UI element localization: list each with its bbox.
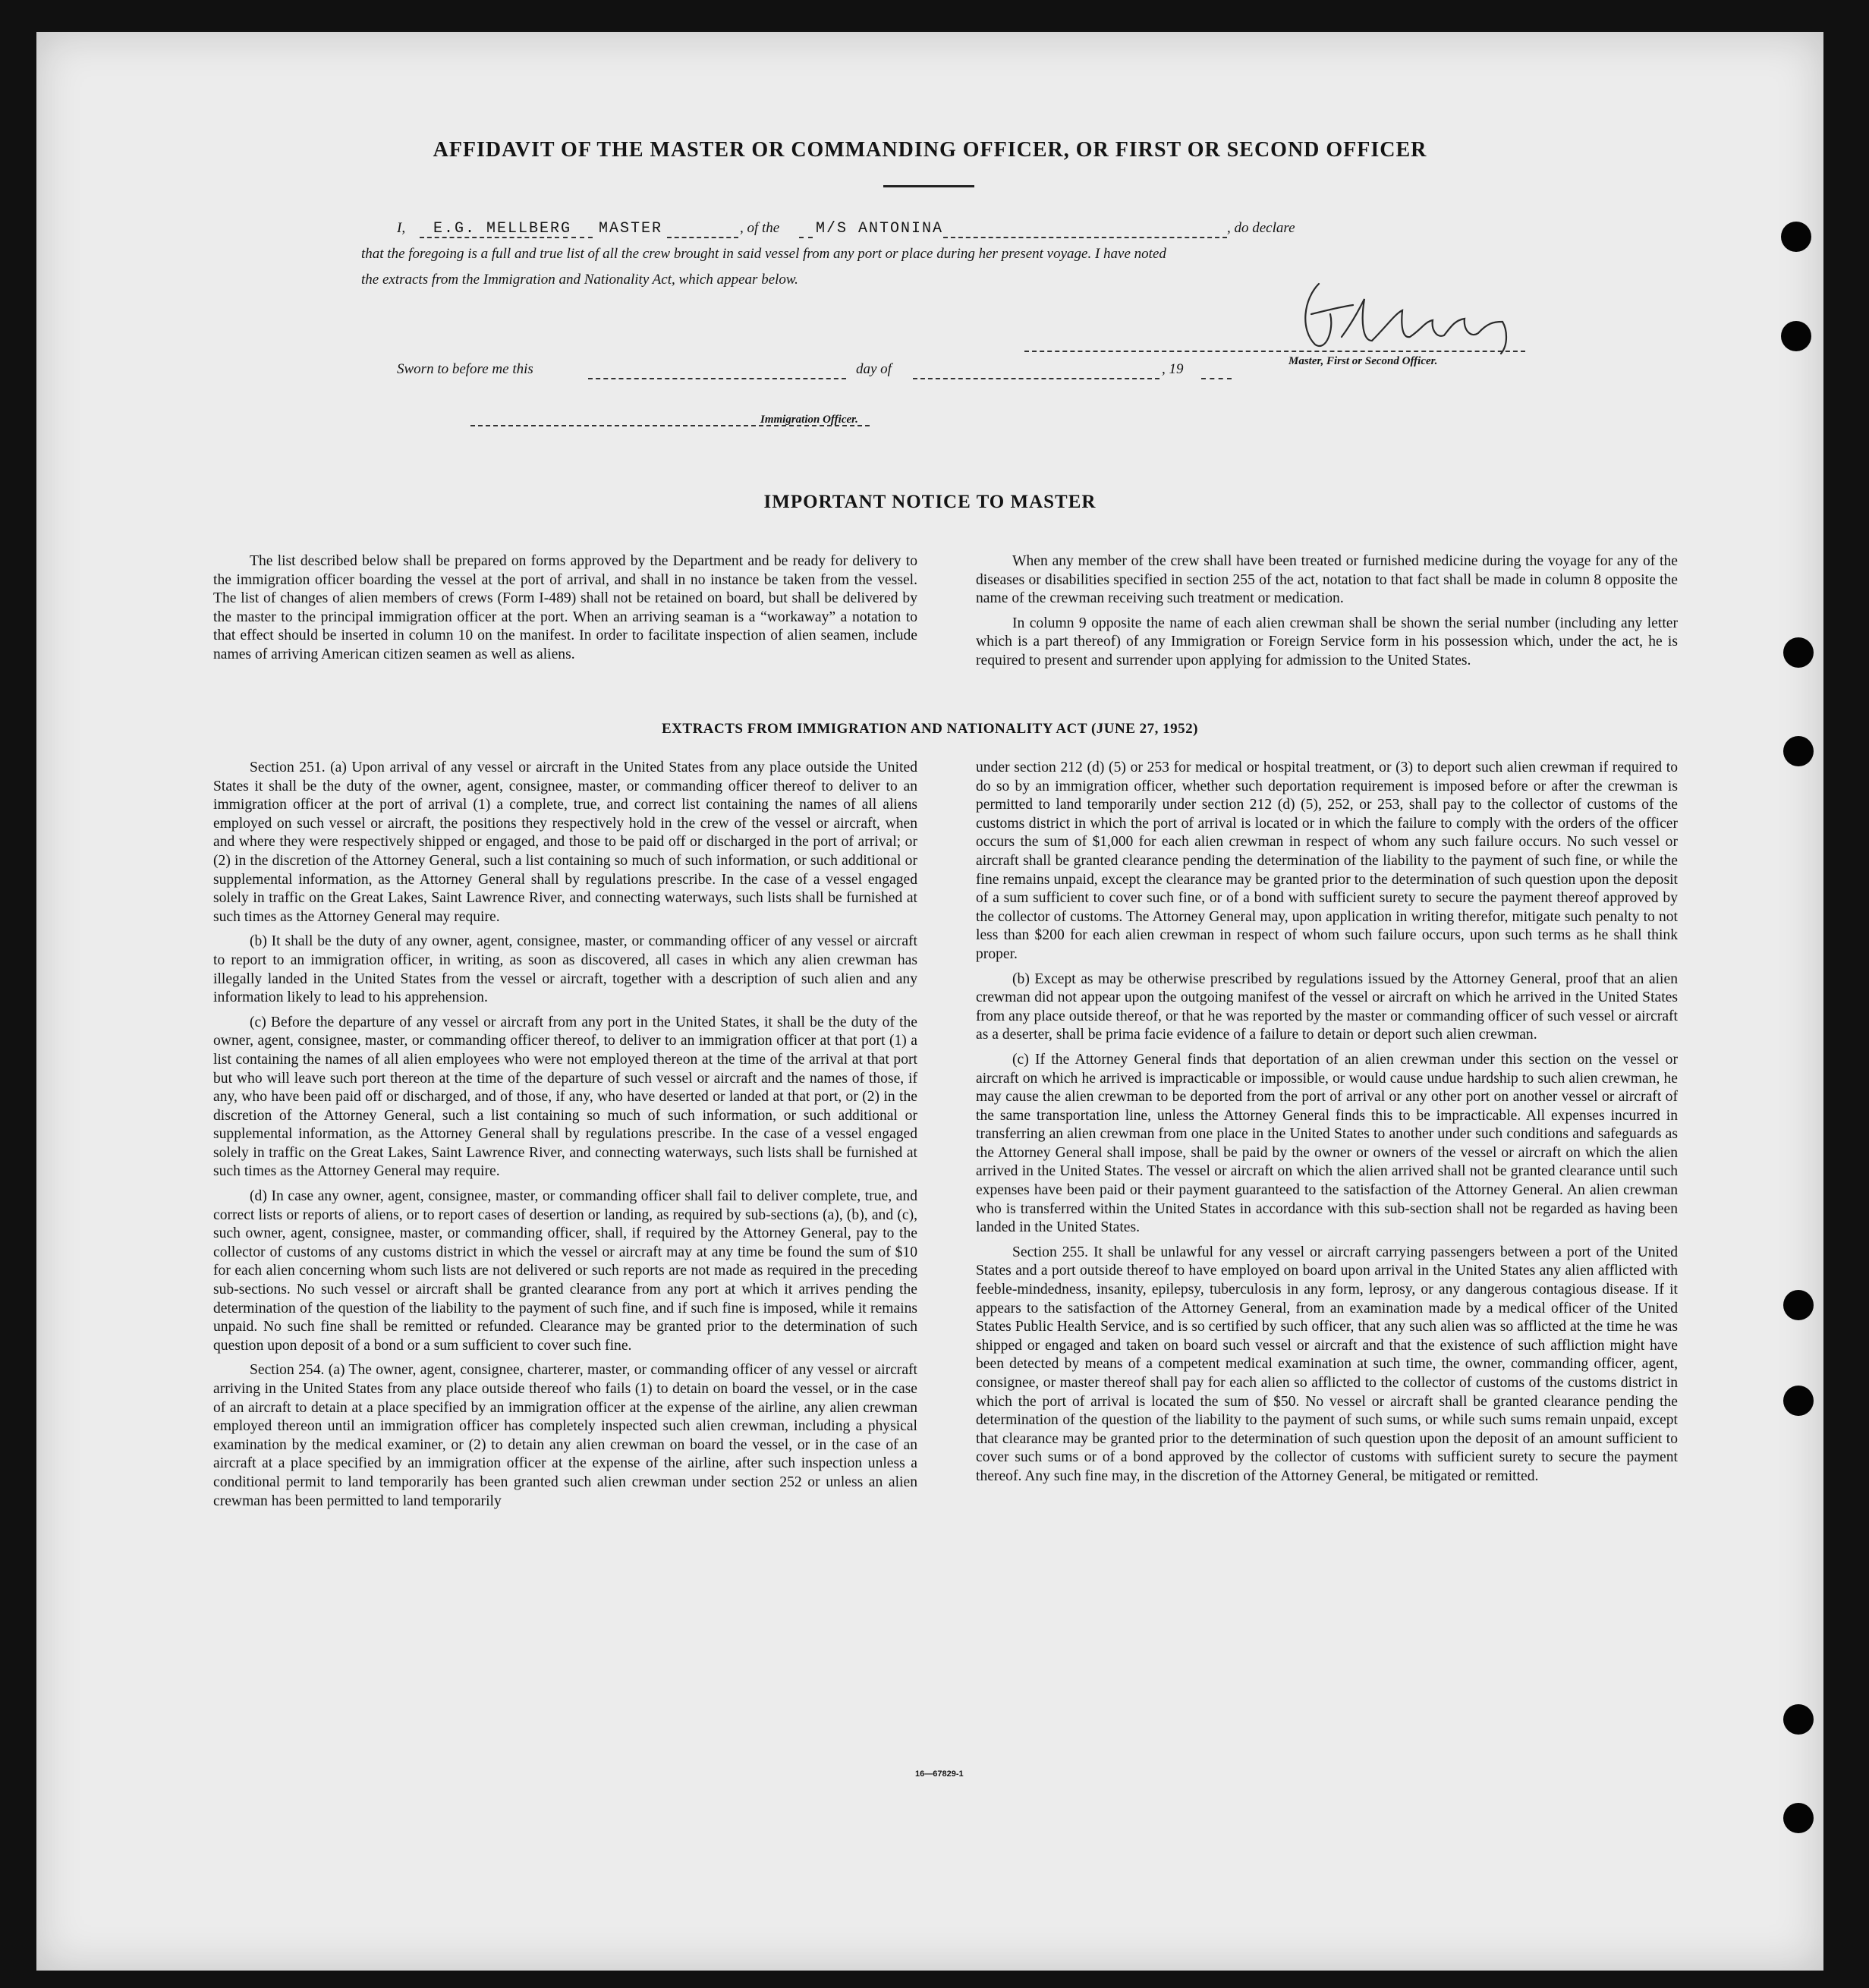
day-of-label: day of [856, 361, 892, 377]
sworn-label: Sworn to before me this [397, 361, 533, 377]
notice-right-paragraph-2: In column 9 opposite the name of each alien crewman shall be shown the serial number (including any letter which is a part thereof) of any Immigration or Foreign Service form in his possession which, under the act, he is required to present and surrender upon applying for admission to the United States. [976, 615, 1678, 668]
sworn-line [397, 361, 1307, 384]
sworn-year-blank [1201, 363, 1232, 379]
binder-hole [1781, 321, 1811, 351]
vessel-blank-lead [799, 222, 813, 238]
binder-hole [1783, 1803, 1814, 1833]
section-251-a: Section 251. (a) Upon arrival of any vessel or aircraft in the United States from any place outside the United States it shall be the duty of the owner, agent, consignee, master, or commanding officer thereof to deliver to an immigration officer at the port of arrival (1) a complete, true, and correct list containing the names of all aliens employed on such vessel or aircraft, the positions they respectively hold in the crew of the vessel or aircraft, when and where they were respectively shipped or engaged, and those to be paid off or discharged in the port of arrival; or (2) in the discretion of the Attorney General, such a list containing so much of such information, or such additional or supplemental information, as the Attorney General shall by regulations prescribe. In the case of a vessel engaged solely in traffic on the Great Lakes, Saint Lawrence River, and connecting waterways, such lists shall be furnished at such times as the Attorney General may require. [213, 760, 917, 925]
notice-right-column [976, 552, 1678, 677]
document-page [36, 32, 1823, 1971]
section-251-d: (d) In case any owner, agent, consignee, master, or commanding officer shall fail to deliver complete, true, and correct lists or reports of aliens, or to report cases of desertion or landing, as required by sub-sections (a), (b), and (c), such owner, agent, consignee, master, or commanding officer, shall, if required by the Attorney General, pay to the collector of customs of any customs district in which the vessel or aircraft may at any time be found the sum of $10 for each alien concerning whom such lists are not delivered or such reports are not made as required in the preceding sub-sections. No such vessel or aircraft shall be granted clearance from any port at which it arrives pending the determination of the question of the liability to the payment of such fine, and if such fine is imposed, while it remains unpaid. No such fine shall be remitted or refunded. Clearance may be granted prior to the determination of such question upon deposit of a bond or a sum sufficient to cover such fine. [213, 1188, 917, 1354]
binder-hole [1783, 1386, 1814, 1416]
notice-left-paragraph: The list described below shall be prepared on forms approved by the Department and be ready for delivery to the immigration officer boarding the vessel at the port of arrival, and shall in no instance be taken from the vessel. The list of changes of alien members of crews (Form I-489) shall not be retained on board, but shall be delivered by the master to the principal immigration officer at the port. When an arriving seaman is a “workaway” a notation to that effect should be inserted in column 10 on the manifest. In order to facilitate inspection of alien seamen, include names of arriving American citizen seamen as well as aliens. [213, 553, 917, 662]
immigration-officer-caption: Immigration Officer. [760, 414, 858, 426]
affidavit-title: AFFIDAVIT OF THE MASTER OR COMMANDING OFFICER, OR FIRST OR SECOND OFFICER [433, 138, 1427, 162]
binder-hole [1783, 1704, 1814, 1735]
section-255: Section 255. It shall be unlawful for any vessel or aircraft carrying passengers between a port of the United States and a port outside thereof to have employed on board upon arrival in the United States any alien afflicted with feeble-mindedness, insanity, epilepsy, tuberculosis in any form, leprosy, or any dangerous contagious disease. If it appears to the satisfaction of the Attorney General, from an examination made by a medical officer of the United States Public Health Service, and is so certified by such officer, that any such alien was so afflicted at the time he was shipped or engaged and taken on board such vessel or aircraft and that the existence of such affliction might have been detected by means of a competent medical examination at such time, the owner, commanding officer, agent, consignee, or master thereof shall pay for each alien so afflicted to the collector of customs of the customs district in which the port of arrival is located the sum of $50. No vessel or aircraft shall be granted clearance pending the determination of the question of the liability to the payment of such sums, or while such sums remain unpaid, except that clearance may be granted prior to the determination of such question upon the deposit of an amount sufficient to cover such sums or of a bond approved by the collector of customs with sufficient surety to secure the payment thereof. Any such fine may, in the discretion of the Attorney General, be mitigated or remitted. [976, 1244, 1678, 1484]
notice-left-column [213, 552, 917, 671]
i-label: I, [397, 220, 406, 236]
binder-hole [1783, 736, 1814, 766]
rank-blank-lead [555, 222, 593, 238]
form-code: 16—67829-1 [915, 1769, 964, 1779]
statement-line-1: that the foregoing is a full and true list of all the crew brought in said vessel from any port or place during her present voyage. I have noted [361, 246, 1166, 262]
sworn-day-blank [588, 363, 846, 379]
sworn-month-blank [913, 363, 1159, 379]
of-the-label: , of the [740, 220, 780, 236]
notice-right-paragraph-1: When any member of the crew shall have been treated or furnished medicine during the voyage for any of the diseases or disabilities specified in section 255 of the act, notation to that fact shall be made in column 8 opposite the name of the crewman receiving such treatment or medication. [976, 553, 1678, 607]
do-declare-label: , do declare [1227, 220, 1295, 236]
vessel-blank-tail [943, 222, 1227, 238]
rank-blank-tail [667, 222, 738, 238]
important-notice-title: IMPORTANT NOTICE TO MASTER [763, 492, 1097, 512]
signature-line [1024, 335, 1525, 352]
title-underline [883, 185, 974, 187]
section-254-c: (c) If the Attorney General finds that deportation of an alien crewman under this section on the vessel or aircraft on which he arrived is impracticable or impossible, or would cause undue hardship to such alien crewman, he may cause the alien crewman to be deported from the port of arrival or any other port on another vessel or aircraft of the same transportation line, unless the Attorney General finds this to be impracticable. All expenses incurred in transferring an alien crewman from one place in the United States to another under such conditions and safeguards as the Attorney General shall impose, shall be paid by the owner or owners of the vessel or aircraft on which the alien arrived in the United States. The vessel or aircraft on which the alien arrived shall not be granted clearance until such expenses have been paid or their payment guaranteed to the satisfaction of the Attorney General. An alien crewman who is transferred within the United States in accordance with this sub-section shall not be regarded as having been landed in the United States. [976, 1051, 1678, 1236]
section-251-b: (b) It shall be the duty of any owner, agent, consignee, master, or commanding officer of any vessel or aircraft to report to an immigration officer, in writing, as soon as discovered, all cases in which any alien crewman has illegally landed in the United States from the vessel or aircraft, together with a description of such alien and any information likely to lead to his apprehension. [213, 933, 917, 1006]
signature-caption: Master, First or Second Officer. [1288, 355, 1438, 367]
section-251-c: (c) Before the departure of any vessel or aircraft from any port in the United States, it shall be the duty of the owner, agent, consignee, master, or commanding officer thereof, to deliver to an immigration officer at that port (1) a list containing the names of all alien employees who were not employed thereon at the time of the arrival at that port but who will leave such port thereon at the time of the departure of such vessel or aircraft and the names of those, if any, who have been paid off or discharged, and of those, if any, who have deserted or landed at that port, or (2) in the discretion of the Attorney General, such a list containing so much of such information, or such additional or supplemental information, as the Attorney General shall by regulations prescribe. In the case of a vessel engaged solely in traffic on the Great Lakes, Saint Lawrence River, and connecting waterways, such lists shall be furnished at such times as the Attorney General may require. [213, 1014, 917, 1180]
statement-line-2: the extracts from the Immigration and Nationality Act, which appear below. [361, 272, 798, 288]
section-254-b: (b) Except as may be otherwise prescribed by regulations issued by the Attorney General, proof that an alien crewman did not appear upon the outgoing manifest of the vessel or aircraft on which he arrived in the United States from any place outside thereof, or that he was reported by the master or commanding officer of such vessel or aircraft as a deserter, shall be prima facie evidence of a failure to detain or deport such alien crewman. [976, 970, 1678, 1043]
binder-hole [1783, 637, 1814, 668]
binder-hole [1783, 1290, 1814, 1320]
section-254-a: Section 254. (a) The owner, agent, consignee, charterer, master, or commanding officer of any vessel or aircraft arriving in the United States from any place outside thereof who fails (1) to detain on board the vessel, or in the case of an aircraft to detain at a place specified by an immigration officer at the expense of the airline, any alien crewman employed thereon until an immigration officer has completely inspected such alien crewman, including a physical examination by the medical examiner, or (2) to detain any alien crewman on board the vessel, or in the case of an aircraft at a place specified by an immigration officer at the expense of the airline, after such inspection unless a conditional permit to land temporarily has been granted such alien crewman under section 252 or unless an alien crewman has been permitted to land temporarily [213, 1362, 917, 1509]
binder-hole [1781, 222, 1811, 252]
vessel-name: M/S ANTONINA [816, 220, 944, 237]
extracts-title: EXTRACTS FROM IMMIGRATION AND NATIONALITY ACT (JUNE 27, 1952) [662, 721, 1198, 737]
year-label: , 19 [1162, 361, 1184, 377]
master-name: E.G. MELLBERG [433, 220, 572, 237]
section-254-a-continued: under section 212 (d) (5) or 253 for medical or hospital treatment, or (3) to deport such alien crewman if required to do so by an immigration officer, whether such deportation requirement is imposed before or after the crewman is permitted to land temporarily under section 212 (d) (5), 252, or 253, shall pay to the collector of customs of the customs district in which the port of arrival is located or in which the failure to comply with the orders of the officer occurs the sum of $1,000 for each alien crewman in respect of whom any such failure occurs. No such vessel or aircraft shall be granted clearance pending the determination of the liability to the payment of such fine, or while the fine remains unpaid, except the clearance may be granted prior to the determination of such question upon the deposit of a sum sufficient to cover such fine, or of a bond with sufficient surety to secure the payment thereof approved by the collector of customs. The Attorney General may, upon application in writing therefor, mitigate such penalty to not less than $200 for each alien crewman in respect of whom such failure occurs, upon such terms as he shall think proper. [976, 760, 1678, 962]
master-rank: MASTER [599, 220, 663, 237]
extracts-right-column [976, 759, 1678, 1493]
declaration-line [397, 220, 1565, 243]
extracts-left-column [213, 759, 917, 1517]
